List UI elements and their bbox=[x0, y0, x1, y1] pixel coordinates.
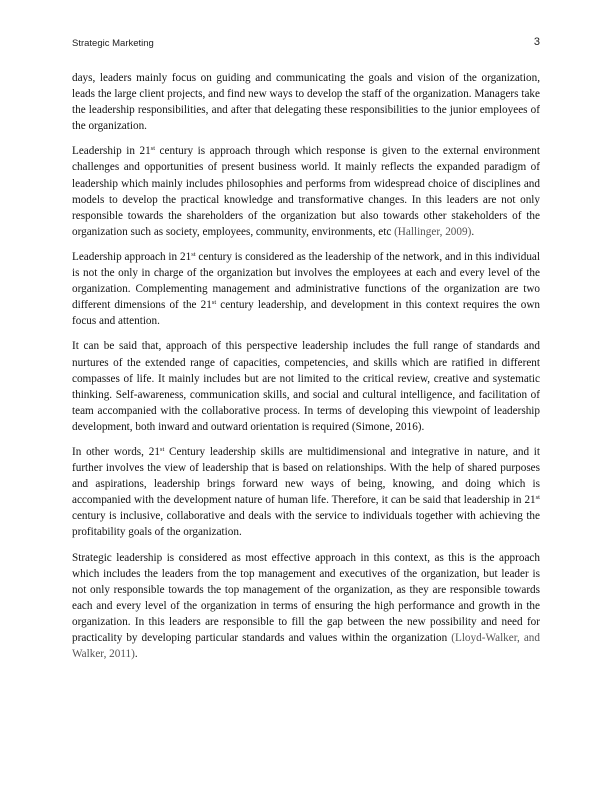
paragraph-2 bbox=[72, 143, 540, 240]
paragraph-text: Leadership in 21 bbox=[72, 145, 151, 158]
paragraph-text: Strategic leadership is considered as most effective approach in this context, as this is the approach which includes the leaders from the top management and executives of the organization, but leader is not only responsible towards the top management of the organization, as they are responsible towards each and every level of the organization in terms of ensuring the high performance and growth in the organization. In this leaders are responsible to fill the gap between the new possibility and need for practicality by developing particular standards and values within the organization bbox=[72, 551, 540, 644]
paragraph-5 bbox=[72, 444, 540, 541]
page-number: 3 bbox=[533, 36, 540, 48]
paragraph-text: century is approach through which response is given to the external environment challenges and opportunities of present business world. It mainly reflects the expanded paradigm of leadership which mainly includes philosophies and performs from widespread choice of disciplines and models to develop the practical knowledge and transformative changes. In this leaders are not only responsible towards the shareholders of the organization but also towards other stakeholders of the organization such as society, employees, community, environments, etc bbox=[72, 145, 540, 238]
paragraph-4 bbox=[72, 338, 540, 435]
body-text bbox=[72, 70, 540, 671]
citation: (Hallinger, 2009) bbox=[394, 225, 472, 238]
paragraph-text: It can be said that, approach of this perspective leadership includes the full range of standards and nurtures of the extended range of capacities, competencies, and skills which are ratified in different compasses of life. It mainly includes but are not limited to the critical review, creative and systematic thinking. Self-awareness, communication skills, and social and cultural intelligence, and facilitation of team accompanied with the collaborative process. In terms of developing this viewpoint of leadership development, both inward and outward orientation is required (Simone, 2016). bbox=[72, 340, 540, 433]
paragraph-text: century is inclusive, collaborative and deals with the service to individuals together with achieving the profitability goals of the organization. bbox=[72, 510, 540, 539]
citation: (Lloyd-Walker, and Walker, 2011) bbox=[72, 632, 540, 661]
paragraph-text: century is considered as the leadership of the network, and in this individual is not the only in charge of the organization but involves the employees at each and every level of the organization. Complementing management and administrative functions of the organization are two different dimensions of the 21 bbox=[72, 250, 540, 312]
paragraph-1 bbox=[72, 70, 540, 134]
paragraph-text: century leadership, and development in this context requires the own focus and attention. bbox=[72, 299, 541, 328]
ordinal-superscript: st bbox=[191, 250, 196, 258]
paragraph-text: days, leaders mainly focus on guiding and communicating the goals and vision of the organization, leads the large client projects, and find new ways to develop the staff of the organization. Managers take the leadership responsibilities, and after that delegating these responsibilities to the junior employees of the organization. bbox=[72, 72, 540, 133]
ordinal-superscript: st bbox=[535, 494, 540, 502]
ordinal-superscript: st bbox=[150, 145, 156, 153]
ordinal-superscript: st bbox=[211, 299, 217, 307]
running-header-title: Strategic Marketing bbox=[72, 38, 154, 49]
paragraph-end: . bbox=[471, 225, 475, 238]
paragraph-text: Century leadership skills are multidimensional and integrative in nature, and it further involves the view of leadership that is based on relationships. With the help of shared purposes and aspirations, leadership brings forward new ways of being, knowing, and doing which is accompanied with the development nature of human life. Therefore, it can be said that leadership in 21 bbox=[72, 445, 541, 507]
paragraph-6 bbox=[72, 550, 540, 663]
ordinal-superscript: st bbox=[159, 445, 165, 453]
paragraph-text: In other words, 21 bbox=[72, 445, 160, 458]
paragraph-end: . bbox=[134, 648, 138, 661]
paragraph-text: Leadership approach in 21 bbox=[72, 250, 192, 263]
paragraph-3 bbox=[72, 249, 540, 329]
